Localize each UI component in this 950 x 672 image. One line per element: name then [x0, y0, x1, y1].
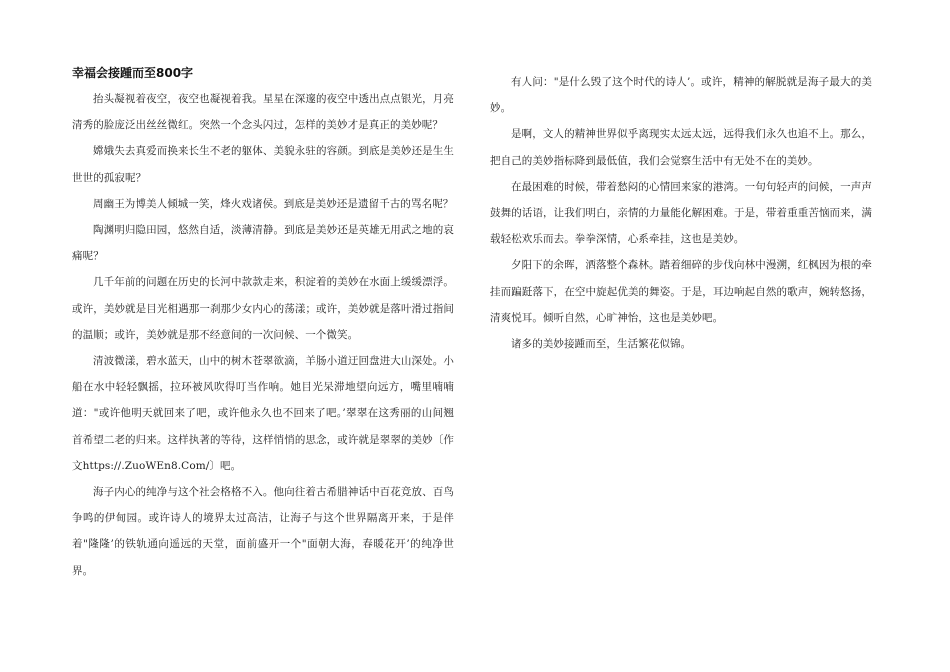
- paragraph: 诸多的美妙接踵而至，生活繁花似锦。: [511, 338, 692, 351]
- paragraph: 是啊，文人的精神世界似乎离现实太远太远，远得我们永久也追不上。那么，把自己的美妙指标降到最低值，我们会觉察生活中有无处不在的美妙。: [490, 128, 872, 167]
- document-title: 幸福会接踵而至800字: [72, 66, 194, 80]
- paragraph: 在最困难的时候，带着愁闷的心情回来家的港湾。一句句轻声的问候，一声声鼓舞的话语，让我们明白，亲情的力量能化解困难。于是，带着重重苦恼而来，满载轻松欢乐而去。拳拳深情，心系牵挂，这也是美妙。: [490, 180, 872, 246]
- paragraph: 嫦娥失去真爱而换来长生不老的躯体、美貌永驻的容颜。到底是美妙还是生生世世的孤寂呢？: [72, 145, 454, 184]
- paragraph: 清波微漾，碧水蓝天，山中的树木苍翠欲滴，羊肠小道迂回盘进大山深处。小船在水中轻轻飘摇，拉环被风吹得叮当作响。她目光呆滞地望向远方，嘴里喃喃道："或许他明天就回来了吧，或许他永久也不回来了吧。’翠翠在这秀丽的山间翘首希望二老的归来。这样执著的等待，这样悄悄的思念，或许就是翠翠的美妙〔作文https://.ZuoWEn8.Com/〕吧。: [72, 355, 454, 472]
- paragraph: 抬头凝视着夜空，夜空也凝视着我。星星在深邃的夜空中透出点点银光，月亮清秀的脸庞泛出丝丝微红。突然一个念头闪过，怎样的美妙才是真正的美妙呢？: [72, 93, 454, 132]
- paragraph: 有人问："是什么毁了这个时代的诗人’。或许，精神的解脱就是海子最大的美妙。: [490, 76, 872, 115]
- paragraph: 几千年前的问题在历史的长河中款款走来，积淀着的美妙在水面上缓缓漂浮。或许，美妙就是目光相遇那一刹那少女内心的荡漾；或许，美妙就是落叶滑过指间的温顺；或许，美妙就是那不经意间的一次问候、一个微笑。: [72, 276, 454, 341]
- paragraph: 陶渊明归隐田园，悠然自适，淡薄清静。到底是美妙还是英雄无用武之地的哀痛呢？: [72, 224, 454, 263]
- paragraph: 海子内心的纯净与这个社会格格不入。他向往着古希腊神话中百花竞放、百鸟争鸣的伊甸园。或许诗人的境界太过高洁，让海子与这个世界隔离开来，于是伴着"隆隆’的铁轨通向遥远的天堂，面前盛开一个"面朝大海，春暖花开’的纯净世界。: [72, 486, 454, 577]
- paragraph: 夕阳下的余晖，洒落整个森林。踏着细碎的步伐向林中漫溯，红枫因为根的牵挂而蹁跹落下，在空中旋起优美的舞姿。于是，耳边响起自然的歌声，婉转悠扬，清爽悦耳。倾听自然，心旷神怡，这也是美妙吧。: [490, 259, 872, 324]
- left-column: [72, 64, 454, 584]
- paragraph: 周幽王为博美人倾城一笑，烽火戏诸侯。到底是美妙还是遗留千古的骂名呢？: [93, 197, 454, 210]
- right-column: [490, 69, 872, 357]
